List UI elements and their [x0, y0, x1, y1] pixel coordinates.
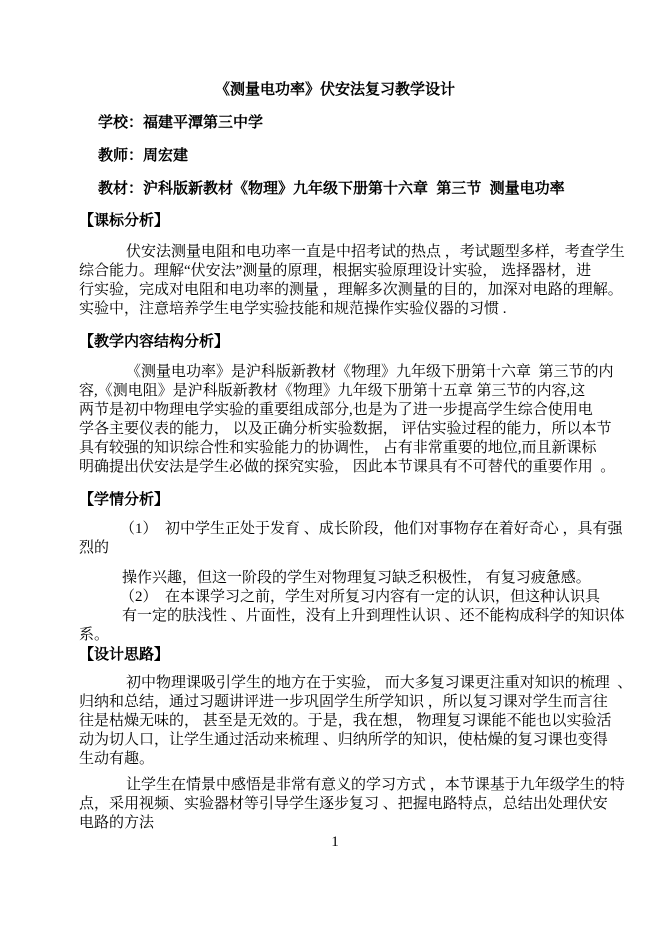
text-line: 让学生在情景中感悟是非常有意义的学习方式 ，本节课基于九年级学生的特: [126, 777, 625, 793]
text-line: 具有较强的知识综合性和实验能力的协调性， 占有非常重要的地位,而且新课标: [79, 440, 597, 456]
text-line: 明确提出伏安法是学生必做的探究实验， 因此本节课具有不可替代的重要作用 。: [79, 459, 616, 475]
section-heading-design-approach: 【设计思路】: [79, 646, 170, 663]
text-line: 两节是初中物理电学实验的重要组成部分,也是为了进一步提高学生综合使用电: [79, 402, 593, 418]
text-line: 系。: [79, 627, 110, 643]
text-line: 操作兴趣，但这一阶段的学生对物理复习缺乏积极性， 有复习疲惫感。: [122, 570, 591, 586]
text-line: （2） 在本课学习之前，学生对所复习内容有一定的认识，但这种认识具: [120, 589, 601, 605]
section-heading-learner-analysis: 【学情分析】: [79, 491, 170, 508]
text-line: 点，采用视频、实验器材等引导学生逐步复习 、把握电路特点，总结出处理伏安: [79, 796, 608, 812]
school-line: 学校：福建平潭第三中学: [98, 114, 264, 131]
text-line: 初中物理课吸引学生的地方在于实验， 而大多复习课更注重对知识的梳理 、: [126, 675, 633, 691]
section-content-structure-analysis: [79, 363, 616, 477]
text-line: 《测量电功率》是沪科版新教材《物理》九年级下册第十六章 第三节的内: [126, 364, 614, 380]
section-heading-content-structure-analysis: 【教学内容结构分析】: [79, 333, 230, 350]
text-line: 生动有趣。: [79, 751, 155, 767]
section-design-approach: [79, 674, 633, 833]
text-line: 有一定的肤浅性 、片面性，没有上升到理性认识 、还不能构成科学的知识体: [122, 608, 625, 624]
text-line: 电路的方法: [79, 815, 155, 831]
text-line: 归纳和总结，通过习题讲评进一步巩固学生所学知识 ，所以复习课对学生而言往: [79, 694, 608, 710]
text-line: 行实验，完成对电阻和电功率的测量 ，理解多次测量的目的，加深对电路的理解。: [79, 282, 623, 298]
text-line: 烈的: [79, 540, 110, 556]
text-line: 伏安法测量电阻和电功率一直是中招考试的热点 ，考试题型多样，考查学生: [126, 244, 625, 260]
page-number: 1: [331, 834, 339, 850]
section-learner-analysis: [79, 520, 625, 645]
section-heading-curriculum-analysis: 【课标分析】: [79, 212, 170, 229]
section-curriculum-analysis: [79, 243, 625, 319]
text-line: 学各主要仪表的能力， 以及正确分析实验数据， 评估实验过程的能力，所以本节: [79, 421, 612, 437]
document-title: 《测量电功率》伏安法复习教学设计: [214, 81, 455, 98]
teacher-line: 教师：周宏建: [98, 147, 189, 164]
text-line: （1） 初中学生正处于发育 、成长阶段，他们对事物存在着好奇心 ，具有强: [120, 521, 623, 537]
text-line: 动为切人口，让学生通过活动来梳理 、归纳所学的知识，使枯燥的复习课也变得: [79, 732, 608, 748]
text-line: 往是枯燥无味的， 甚至是无效的。于是，我在想， 物理复习课能不能也以实验活: [79, 713, 612, 729]
text-line: 容,《测电阻》是沪科版新教材《物理》九年级下册第十五章 第三节的内容,这: [79, 383, 586, 399]
text-line: 实验中，注意培养学生电学实验技能和规范操作实验仪器的习惯 .: [79, 301, 507, 317]
text-line: 综合能力。理解“伏安法”测量的原理，根据实验原理设计实验， 选择器材，进: [79, 263, 592, 279]
material-line: 教材：沪科版新教材《物理》九年级下册第十六章 第三节 测量电功率: [98, 180, 565, 197]
